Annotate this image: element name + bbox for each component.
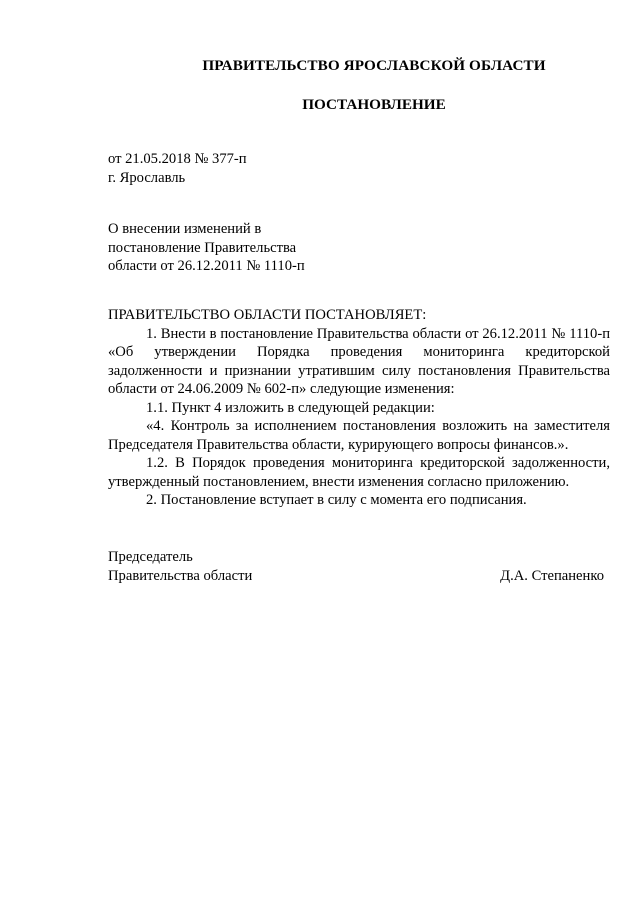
- signatory-name: Д.А. Степаненко: [500, 567, 604, 584]
- clause-1-2: 1.2. В Порядок проведения мониторинга кредиторской задолженности, утвержденный постановлением, внести изменения согласно приложению.: [108, 455, 610, 490]
- clause-2: 2. Постановление вступает в силу с момента его подписания.: [146, 492, 527, 508]
- clause-1-1-quote: «4. Контроль за исполнением постановления возложить на заместителя Председателя Правительства области, курирующего вопросы финансов.».: [108, 418, 610, 453]
- subject-line: области от 26.12.2011 № 1110-п: [108, 258, 305, 274]
- document-date-number: от 21.05.2018 № 377-п: [108, 151, 247, 167]
- document-subject: [108, 220, 305, 276]
- document-city: г. Ярославль: [108, 170, 186, 186]
- clause-1: 1. Внести в постановление Правительства области от 26.12.2011 № 1110-п «Об утверждении Порядка проведения мониторинга кредиторской задолженности и признании утратившим силу постановления Правительства области от 24.06.2009 № 602-п» следующие изменения:: [108, 325, 610, 397]
- government-title: ПРАВИТЕЛЬСТВО ЯРОСЛАВСКОЙ ОБЛАСТИ: [202, 57, 546, 74]
- document-body: [108, 306, 610, 510]
- signature-block: [108, 548, 604, 585]
- signatory-position: Председатель: [108, 549, 193, 565]
- resolution-preamble: ПРАВИТЕЛЬСТВО ОБЛАСТИ ПОСТАНОВЛЯЕТ:: [108, 307, 427, 323]
- subject-line: О внесении изменений в: [108, 221, 262, 237]
- subject-line: постановление Правительства: [108, 239, 297, 256]
- document-meta: [108, 150, 247, 188]
- clause-1-1: 1.1. Пункт 4 изложить в следующей редакции:: [146, 399, 435, 416]
- signatory-position: Правительства области: [108, 567, 253, 584]
- document-type-title: ПОСТАНОВЛЕНИЕ: [302, 96, 446, 113]
